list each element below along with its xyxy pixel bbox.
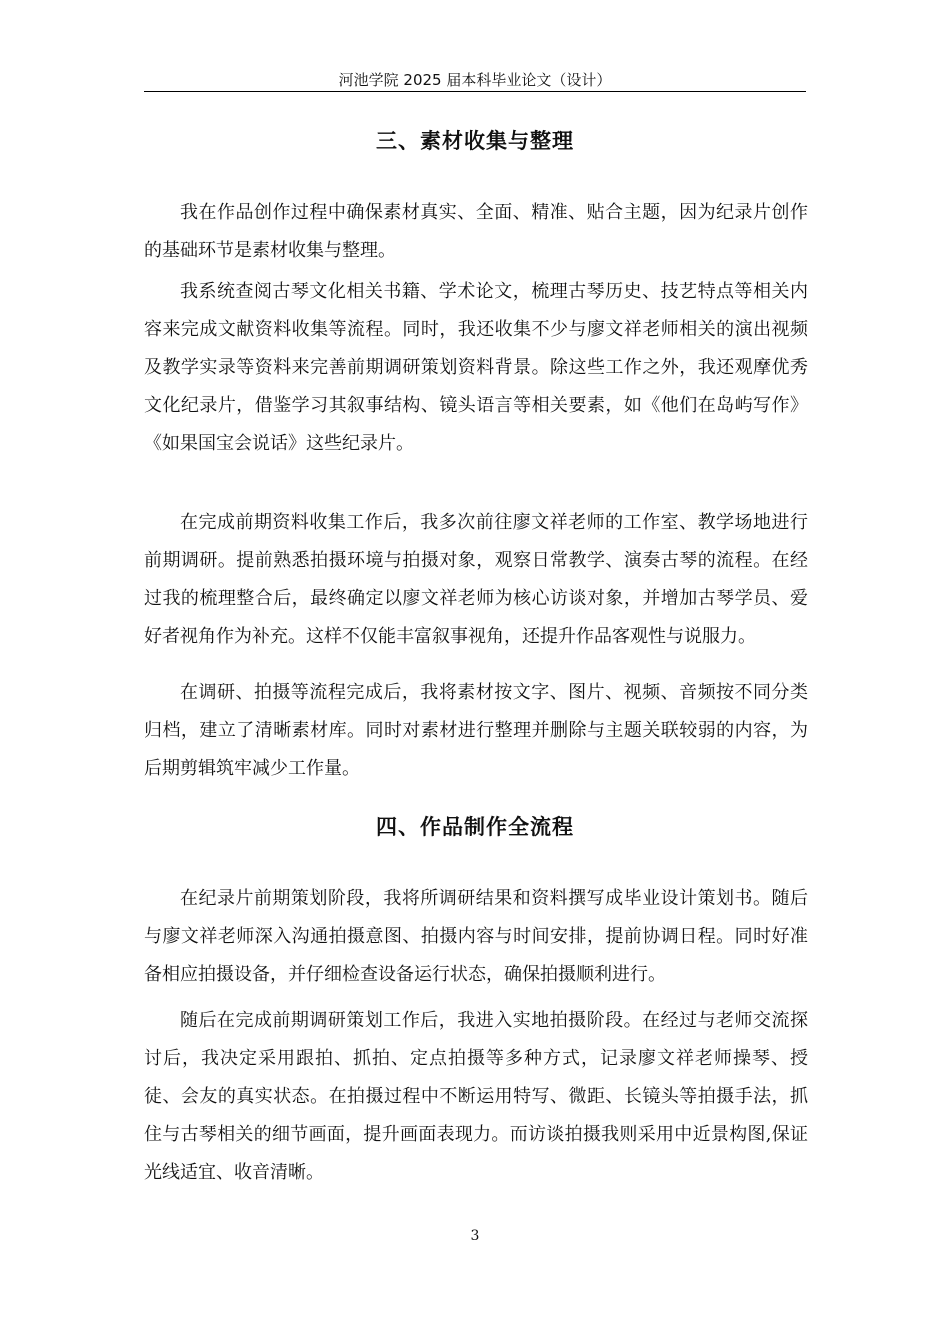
- paragraph: 在调研、拍摄等流程完成后，我将素材按文字、图片、视频、音频按不同分类归档，建立了清晰素材库。同时对素材进行整理并删除与主题关联较弱的内容，为后期剪辑筑牢减少工作量。: [144, 682, 808, 779]
- paragraph: 我系统查阅古琴文化相关书籍、学术论文，梳理古琴历史、技艺特点等相关内容来完成文献资料收集等流程。同时，我还收集不少与廖文祥老师相关的演出视频及教学实录等资料来完善前期调研策划资料背景。除这些工作之外，我还观摩优秀文化纪录片，借鉴学习其叙事结构、镜头语言等相关要素，如《他们在岛屿写作》《如果国宝会说话》这些纪录片。: [144, 281, 808, 454]
- running-header: 河池学院 2025 届本科毕业论文（设计）: [338, 71, 612, 89]
- section-heading-production: 四、作品制作全流程: [376, 815, 574, 839]
- page-number: 3: [470, 1228, 480, 1244]
- header-rule: [144, 91, 806, 92]
- paragraph: 在纪录片前期策划阶段，我将所调研结果和资料撰写成毕业设计策划书。随后与廖文祥老师深入沟通拍摄意图、拍摄内容与时间安排，提前协调日程。同时好准备相应拍摄设备，并仔细检查设备运行状态，确保拍摄顺利进行。: [144, 888, 808, 985]
- paragraph: 随后在完成前期调研策划工作后，我进入实地拍摄阶段。在经过与老师交流探讨后，我决定采用跟拍、抓拍、定点拍摄等多种方式，记录廖文祥老师操琴、授徒、会友的真实状态。在拍摄过程中不断运用特写、微距、长镜头等拍摄手法，抓住与古琴相关的细节画面，提升画面表现力。而访谈拍摄我则采用中近景构图,保证光线适宜、收音清晰。: [144, 1010, 808, 1183]
- paragraph: 我在作品创作过程中确保素材真实、全面、精准、贴合主题，因为纪录片创作的基础环节是素材收集与整理。: [144, 202, 808, 261]
- section-heading-materials: 三、素材收集与整理: [376, 129, 574, 153]
- paragraph: 在完成前期资料收集工作后，我多次前往廖文祥老师的工作室、教学场地进行前期调研。提前熟悉拍摄环境与拍摄对象，观察日常教学、演奏古琴的流程。在经过我的梳理整合后，最终确定以廖文祥老师为核心访谈对象，并增加古琴学员、爱好者视角作为补充。这样不仅能丰富叙事视角，还提升作品客观性与说服力。: [144, 512, 808, 647]
